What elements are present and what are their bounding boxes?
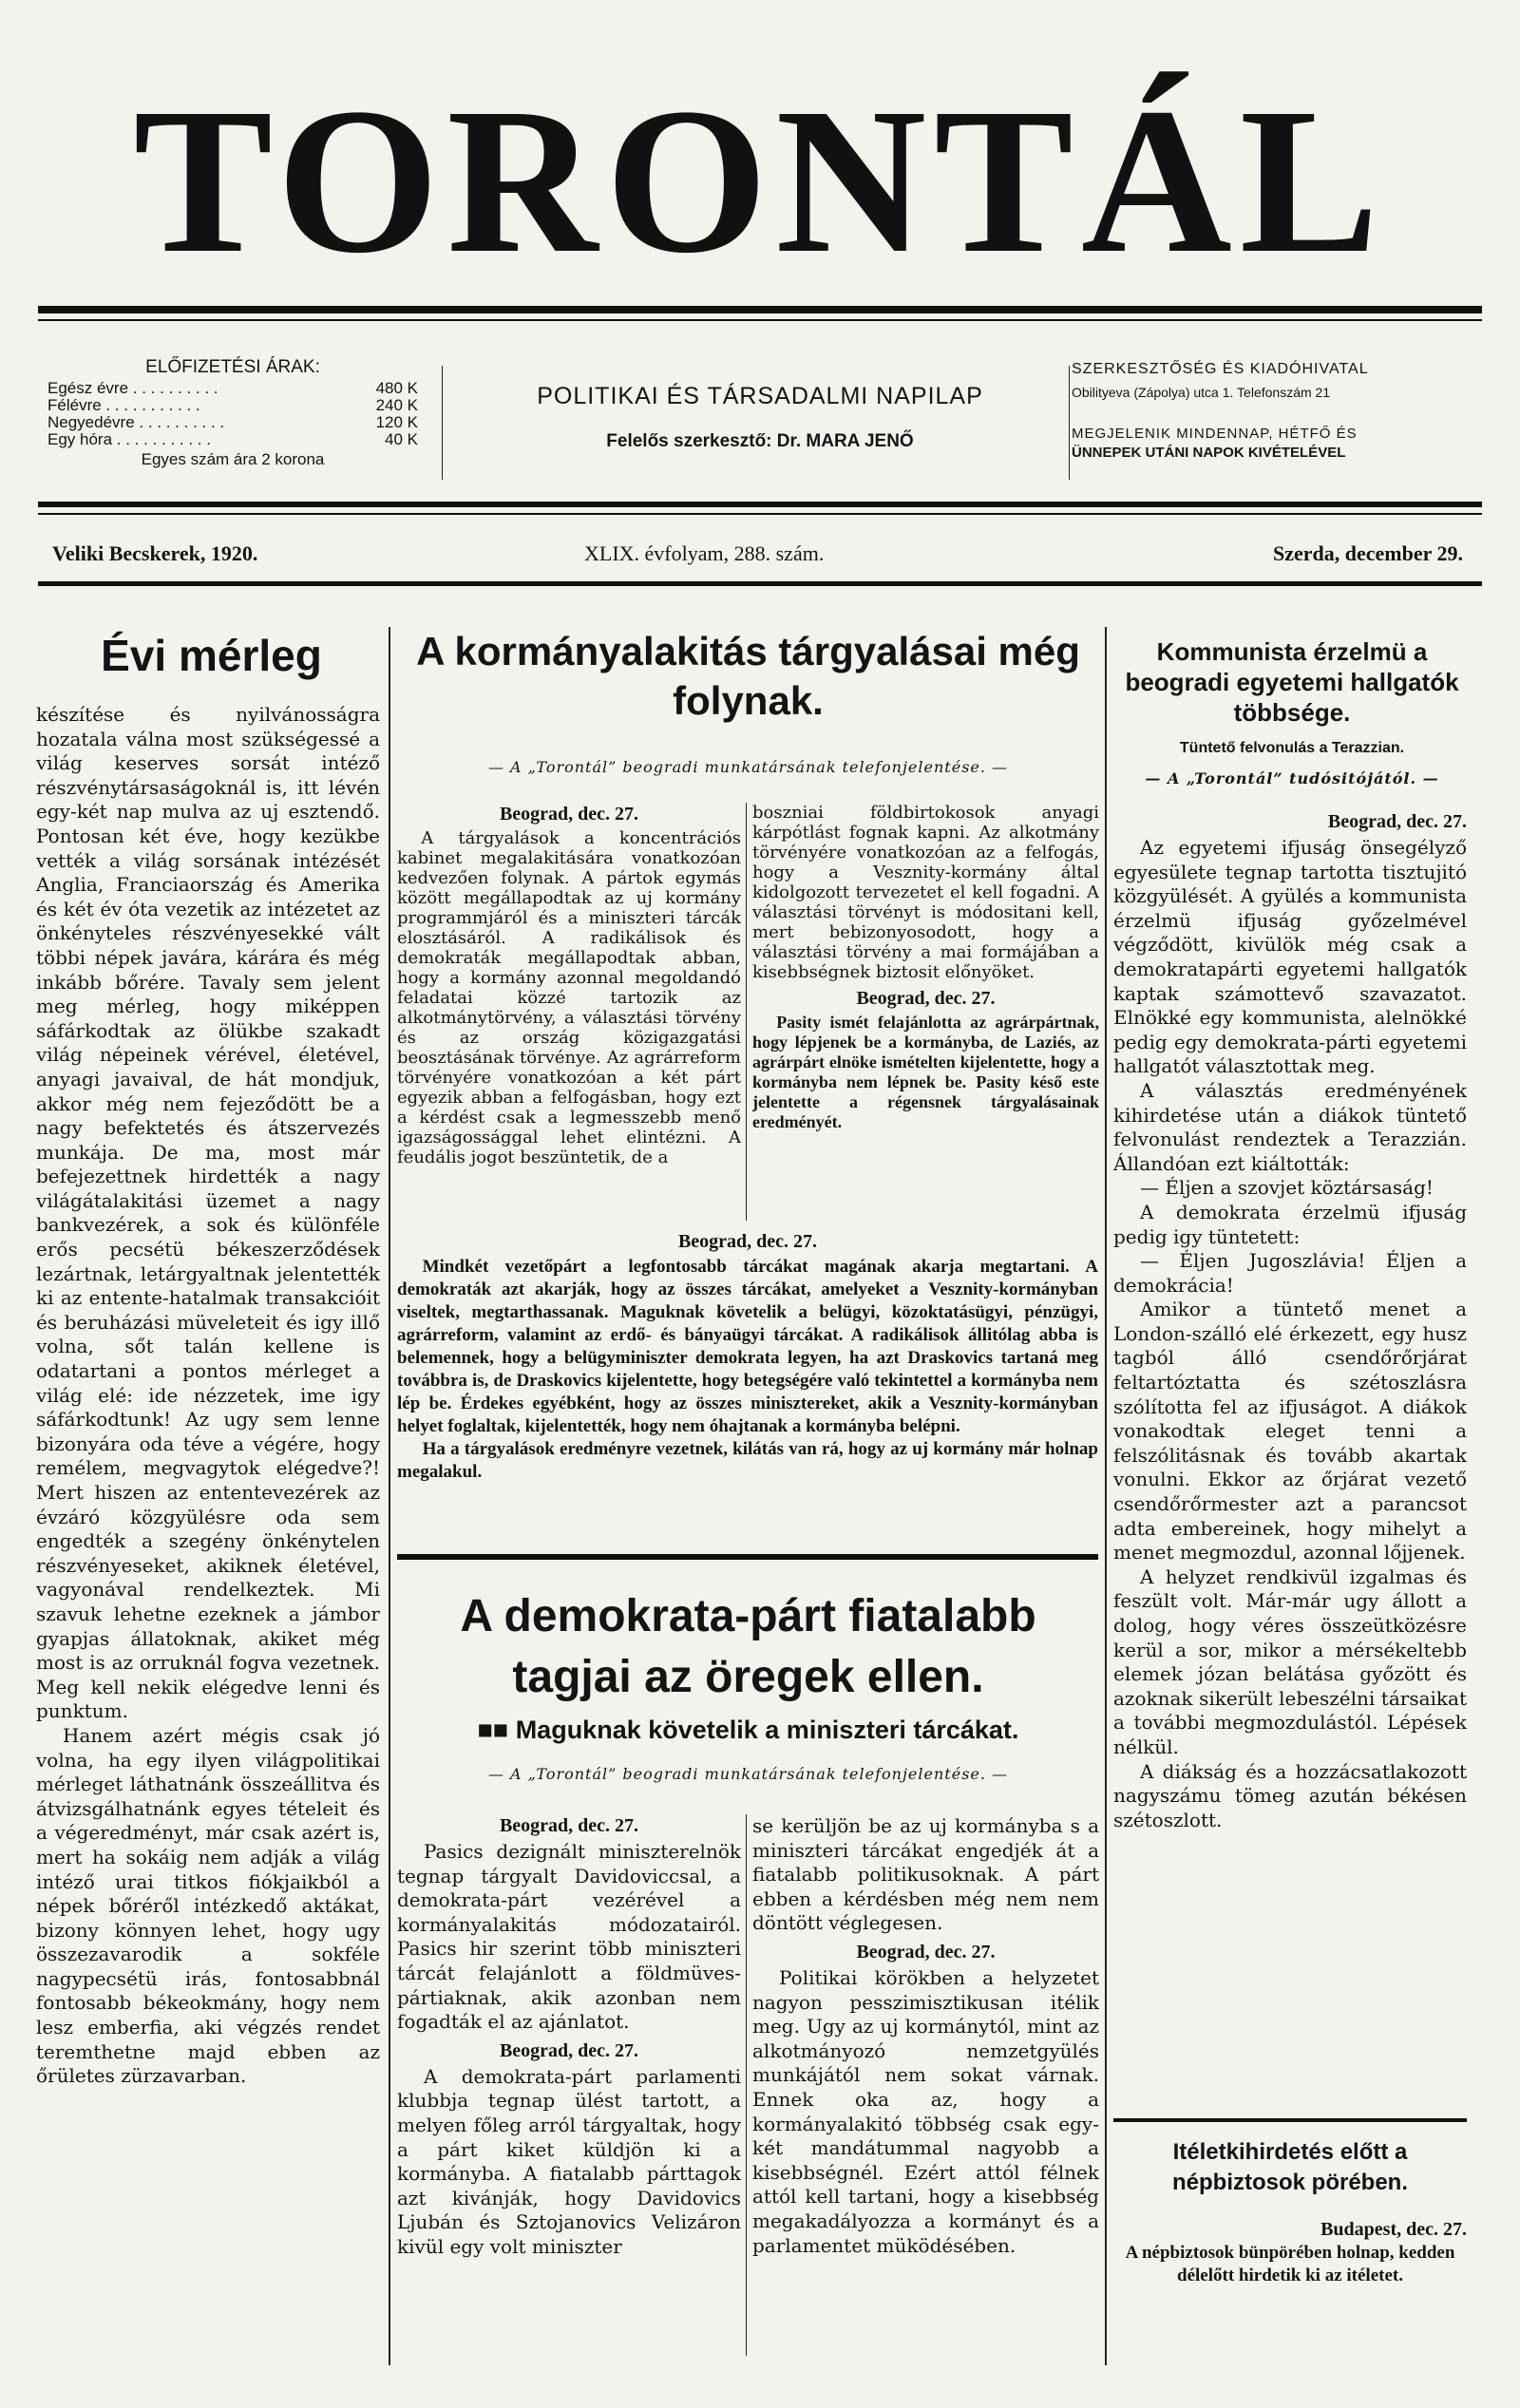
subscription-price: 240 K	[375, 396, 418, 414]
paragraph: boszniai földbirtokosok anyagi kárpótlást fognak kapni. Az alkotmány törvényére vonatkozóan az a felfogás, hogy a Vesznity-kormány által kidolgozott tervezetet el kell fogadni. A választási törvényt is módositani kell, mert bebizonyosodott, hogy a választási törvény a mai formájában a kisebbségnek biztosit előnyöket.	[752, 803, 1099, 982]
subscription-single: Egyes szám ára 2 korona	[141, 450, 325, 468]
masthead-rule-thin	[38, 319, 1482, 321]
paragraph: Amikor a tüntető menet a London-szálló elé érkezett, egy husz tagból álló csendőrőrjárat feltartóztatta és szétoszlásra szólította fel az ifjuságot. A diákok vonakodtak eleget tenni a felszólitásnak és tovább akartak vonulni. Ekkor az őrjárat vezető csendőrőrmester azt a parancsot adta embereinek, hogy mihelyt a menet megmozdul, azonnal lőjjenek.	[1113, 1298, 1467, 1564]
subscription-price: 120 K	[375, 413, 418, 431]
masthead-title: TORONTÁL	[133, 65, 1387, 296]
dateline: Beograd, dec. 27.	[856, 988, 996, 1009]
dateline: Beograd, dec. 27.	[856, 1941, 996, 1962]
paragraph: Mindkét vezetőpárt a legfontosabb tárcákat magának akarja megtartani. A demokraták azt akarják, hogy az összes tárcákat, amelyeket a Vesznity-kormányban viseltek, megtarthassanak. Maguknak követelik a belügyi, közoktatásügyi, pénzügyi, agrárreform, valamint az erdő- és bányaügyi tárcákat. A radikálisok állitólag abba is belemennek, hogy a belügyminiszter demokrata legyen, ha azt Draskovics tartaná meg továbbra is, de Draskovics kijelentette, hogy betegségére való tekintettel a kormányba nem lép be. Érdekes egyébként, hogy az összes minisztereket, akik a Vesznity-kormányban helyet foglaltak, kijelentették, hogy nem óhajtanak a kormányba belépni.	[397, 1257, 1098, 1436]
dateline-bar	[52, 541, 1463, 570]
paragraph: Politikai körökben a helyzetet nagyon pesszimisztikusan itélik meg. Ugy az uj kormánytól, mint az alkotmányozó nemzetgyülés munkájától nem sokat várnak. Ennek oka az, hogy a kormányalakitó többség csak egy-két mandátummal nagyobb a kisebbségnél. Ezért attól félnek attól kell tartani, hogy a kisebbség megakadályozza a kormányt és a parlamentet müködésében.	[752, 1965, 1099, 2257]
dateline-volume: XLIX. évfolyam, 288. szám.	[584, 541, 825, 565]
right-article-title: Kommunista érzelmü a beogradi egyetemi hallgatók többsége.	[1125, 637, 1459, 727]
left-article-title: Évi mérleg	[101, 631, 322, 680]
office-line: SZERKESZTŐSÉG ÉS KIADÓHIVATAL	[1072, 361, 1369, 377]
section-mark-icon: ■■	[477, 1716, 516, 1744]
main-article-col2	[752, 803, 1099, 1225]
column-rule	[389, 627, 390, 2365]
masthead-rule	[38, 306, 1482, 313]
paragraph: — Éljen a szovjet köztársaság!	[1140, 1176, 1434, 1200]
paragraph: A demokrata-párt parlamenti klubbja tegnap ülést tartott, a melyen főleg arról tárgyaltak, hogy a párt kiket küldjön ki a kormányba. A fiatalabb párttagok azt kivánják, hogy Davidovics Ljubán és Sztojanovics Velizáron kivül egy volt miniszter	[397, 2064, 741, 2258]
subscription-row	[48, 431, 418, 448]
paragraph: A demokrata érzelmü ifjuság pedig igy tüntetett:	[1113, 1200, 1467, 1248]
dateline: Beograd, dec. 27.	[1327, 811, 1467, 832]
dateline: Beograd, dec. 27.	[677, 1231, 818, 1252]
subscription-row	[48, 397, 418, 414]
subscription-row	[48, 380, 418, 397]
paragraph: Pasics dezignált miniszterelnök tegnap tárgyalt Davidoviccsal, a demokrata-párt vezérével a kormányalakitás módozatairól. Pasics hir szerint több miniszteri tárcát felajánlott a földmüves-pártiaknak, akik azonban nem fogadták el az ajánlatot.	[397, 1840, 741, 2034]
paragraph: se kerüljön be az uj kormányba s a miniszteri tárcákat engedjék át a fiatalabb politikusoknak. A párt ebben a kérdésben még nem nem döntött véglegesen.	[752, 1814, 1099, 1935]
subscription-label: Egész évre . . . . . . . . . .	[48, 379, 218, 397]
subscription-box	[48, 359, 418, 483]
demo-article-colA	[397, 1810, 741, 2361]
paragraph: készítése és nyilvánosságra hozatala válna most szükségessé a világ keserves sorsát intéző részvénytársaságoknál is, itt lévén egy-két nap mulva az uj esztendő. Pontosan két éve, hogy kezükbe vették a világ sorsának intézését Anglia, Franciaország és Amerika és két év óta vezetik az intézetet az önkényteles részvényesekké vált többi népek javára, kárára és még inkább bőrére. Tavaly sem jelent meg mérleg, hogy miképpen sáfárkodtak az ölükbe szakadt világ népeinek vérével, életével, anyagi javaival, de hát mondjuk, akkor még nem fejeződött be a nagy befektetés és átszervezés munkája. De ma, most már befejezettnek hirdették a nagy világátalakitási üzemet a nagy bankvezérek, a sok és különféle erős pecsétü békeszerződések lezártnak, letárgyaltnak jelentették ki az entente-hatalmak transakcióit és beruházási müveleteit és igy illő volna, sőt talán kellene is odatartani a pontos mérleget a világ elé: ide nézzetek, ime igy sáfárkodtunk! Az ugy sem lenne bizonyára oda téve a végére, hogy remélem, megvagytok elégedve?! Mert hiszen az ententevezérek az évzáró közgyülésre oda sem engedték a szegény önkénytelen részvényeseket, akiknek életével, vagyonával rendelkeztek. Mi szavuk lehetne ezeknek a jámbor gyapjas állatoknak, akiket még most is az orruknál fogva vezetnek. Meg kell nekik elégedve lenni és punktum.	[36, 703, 380, 1723]
dateline-day: Szerda, december 29.	[1273, 541, 1463, 565]
demo-article-subtitle	[399, 1713, 1097, 1747]
column-rule	[1105, 627, 1107, 2365]
brief-text: A népbiztosok bünpörében holnap, kedden délelőtt hirdetik ki az itéletet.	[1125, 2243, 1455, 2285]
right-article-subtitle: Tüntető felvonulás a Terazzian.	[1179, 740, 1405, 756]
subscription-heading: ELŐFIZETÉSI ÁRAK:	[145, 357, 320, 377]
paragraph: A helyzet rendkivül izgalmas és feszült volt. Már-már ugy állott a dolog, hogy véres összeütközésre kerül a sor, mikor a mérsékeltebb elemek józan belátása győzött és azoknak sikerült lebeszélni társaikat a további megmozdulástól. Lépések nélkül.	[1113, 1564, 1467, 1758]
paragraph: Hanem azért mégis csak jó volna, ha egy ilyen világpolitikai mérleget láthatnánk összeállitva és átvizsgálhatnánk egyes tételeit és a végeredményt, már csak azért is, mert ha sokáig nem adják a világ intéző urai titkos fiókjaikból a népek bőréről intézkedő aktákat, bizony könnyen lehet, hogy ugy összezavarodik a sokféle nagypecsétü irás, fontosabbnál fontosabb békeokmány, hogy nem lesz emberfia, aki végzés rendet teremthetne majd ebben az őrületes zürzavarban.	[36, 1723, 380, 2088]
dateline: Beograd, dec. 27.	[499, 804, 639, 825]
paragraph: A tárgyalások a koncentrációs kabinet megalakitására vonatkozóan kedvezően folynak. A pártok egymás között megállapodtak az uj kormány programmjáról és a miniszteri tárcák elosztásáról. A radikálisok és demokraták megállapodtak abban, hogy a kormány azonnal megoldandó feladatai közzé tartozik az alkotmánytörvény, a választási törvény és az ország közigazgatási beosztásának törvénye. Az agrárreform törvényére vonatkozóan a két párt egyezik abban a felfogásban, hogy ezt a kérdést csak a legmesszebb menő igazságossággal lehet elintézni. A feudális jogot beszüntetik, de a	[397, 828, 741, 1167]
main-article-col1	[397, 798, 741, 1221]
right-article-credit: — A „Torontál” tudósitójától. —	[1145, 769, 1439, 787]
paragraph: A választás eredményének kihirdetése után a diákok tüntető felvonulást rendeztek a Terazzián. Állandóan ezt kiáltották:	[1113, 1078, 1467, 1175]
dateline: Beograd, dec. 27.	[499, 1815, 639, 1836]
tagline: POLITIKAI ÉS TÁRSADALMI NAPILAP	[537, 383, 983, 409]
column-rule	[746, 1814, 747, 2356]
header-rule-thin	[38, 513, 1482, 515]
subscription-label: Félévre . . . . . . . . . . .	[48, 396, 200, 414]
main-article-credit: — A „Torontál” beogradi munkatársának telefonjelentése. —	[487, 758, 1009, 776]
office-line: ÜNNEPEK UTÁNI NAPOK KIVÉTELÉVEL	[1072, 445, 1346, 461]
paragraph: — Éljen Jugoszlávia! Éljen a demokrácia!	[1113, 1249, 1467, 1297]
brief-dateline: Budapest, dec. 27.	[1320, 2219, 1467, 2240]
left-article-body	[36, 703, 380, 2346]
dateline: Beograd, dec. 27.	[499, 2039, 639, 2061]
paragraph: Ha a tárgyalások eredményre vezetnek, kilátás van rá, hogy az uj kormány már holnap megalakul.	[397, 1439, 1098, 1482]
subscription-row	[48, 414, 418, 431]
subscription-price: 40 K	[385, 430, 418, 448]
brief-title: Itéletkihirdetés előtt a népbiztosok pörében.	[1171, 2139, 1408, 2195]
paragraph: A diákság és a hozzácsatlakozott nagyszámu tömeg azután békésen szétoszlott.	[1113, 1759, 1467, 1831]
office-box	[1072, 361, 1444, 484]
header-divider	[442, 366, 443, 480]
subscription-label: Egy hóra . . . . . . . . . . .	[48, 430, 211, 448]
demo-article-subtitle-text: Maguknak követelik a miniszteri tárcákat.	[515, 1716, 1019, 1744]
office-line: MEGJELENIK MINDENNAP, HÉTFŐ ÉS	[1072, 426, 1358, 442]
main-article-title: A kormányalakitás tárgyalásai még folynak.	[416, 629, 1080, 723]
center-header	[456, 380, 1064, 465]
section-rule	[1113, 2118, 1467, 2122]
section-rule	[397, 1554, 1098, 1560]
subscription-price: 480 K	[375, 379, 418, 397]
demo-article-colB	[752, 1814, 1099, 2361]
subscription-label: Negyedévre . . . . . . . . . .	[48, 413, 225, 431]
main-article-bottom	[397, 1225, 1098, 1539]
right-article-body	[1113, 806, 1467, 2105]
demo-article-title: A demokrata-párt fiatalabb tagjai az öregek ellen.	[460, 1591, 1036, 1702]
header-rule	[38, 502, 1482, 507]
editor-line: Felelős szerkesztő: Dr. MARA JENŐ	[606, 431, 914, 451]
paragraph: Pasity ismét felajánlotta az agrárpártnak, hogy lépjenek be a kormányba, de Laziés, az agrárpárt elnöke ismételten kijelentette, hogy a kormányba nem lépnek be. Pasity késő este jelentette a régensnek tárgyalásainak eredményét.	[752, 1013, 1099, 1131]
column-rule	[746, 803, 747, 1221]
header-divider	[1069, 366, 1070, 480]
demo-article-credit: — A „Torontál” beogradi munkatársának telefonjelentése. —	[487, 1765, 1009, 1783]
dateline-rule	[38, 581, 1482, 586]
office-line: Obilityeva (Zápolya) utca 1. Telefonszám 21	[1072, 385, 1331, 400]
paragraph: Az egyetemi ifjuság önsegélyző egyesülete tegnap tartotta tisztujitó közgyülését. A gyülés a kommunista érzelmü ifjuság győzelmével végződött, kivülök még csak a demokratapárti egyetemi hallgatók kaptak számottevő szavazatot. Elnökké egy kommunista, alelnökké pedig egy demokrata-párti egyetemi hallgatót választottak meg.	[1113, 836, 1467, 1078]
dateline-place: Veliki Becskerek, 1920.	[52, 541, 258, 565]
